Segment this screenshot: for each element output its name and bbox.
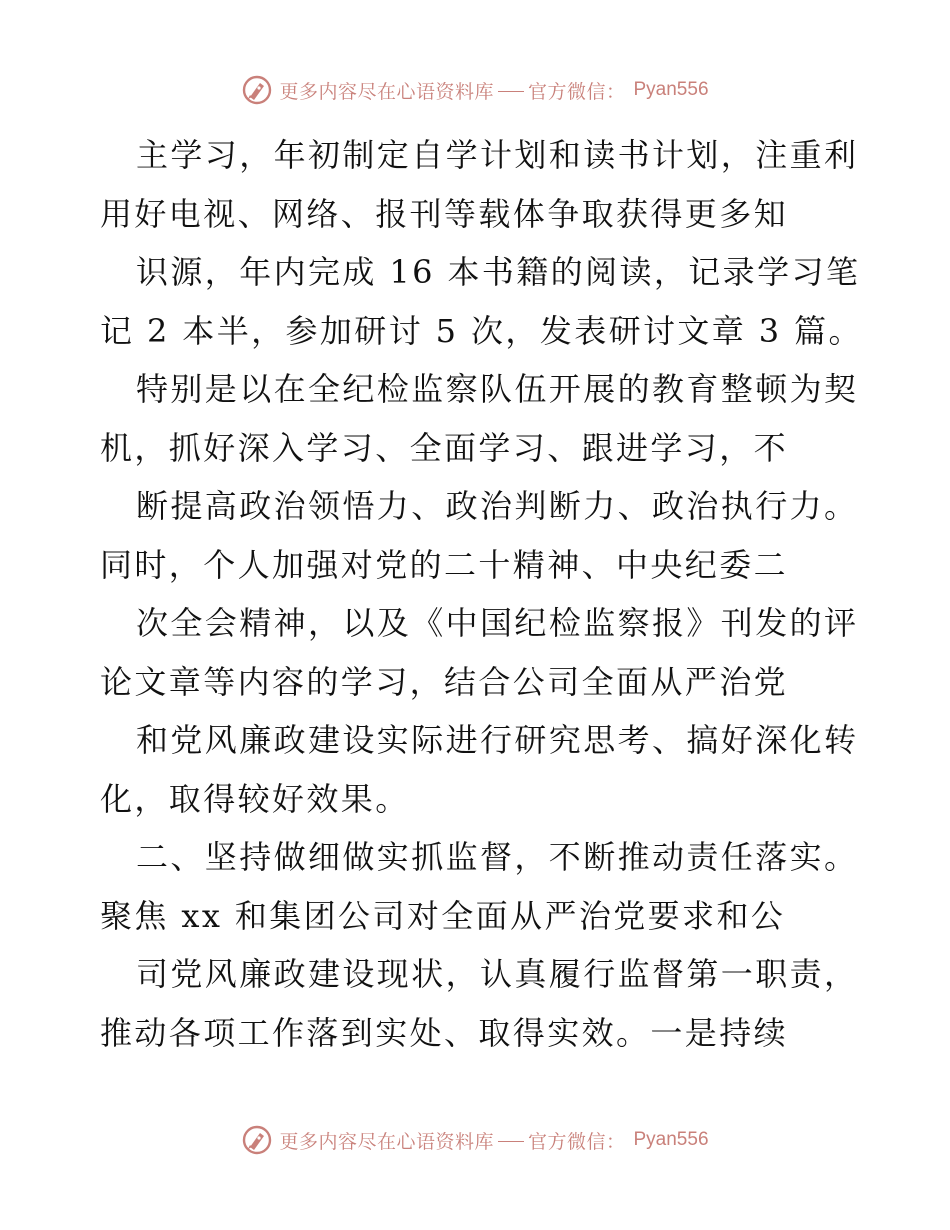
body-line-6: 机，抓好深入学习、全面学习、跟进学习，不 [100, 428, 789, 467]
body-line-16: 推动各项工作落到实处、取得实效。一是持续 [100, 1013, 789, 1052]
document-body [100, 126, 863, 1062]
footer-banner [0, 1122, 950, 1158]
pen-nib-logo-icon [241, 74, 273, 106]
footer-banner-official: 官方微信： [527, 1130, 626, 1153]
body-line-7: 断提高政治领悟力、政治判断力、政治执行力。 [136, 487, 859, 525]
body-line-14: 聚焦 xx 和集团公司对全面从严治党要求和公 [100, 896, 786, 935]
footer-banner-text [279, 1127, 625, 1154]
footer-banner-title: 更多内容尽在心语资料库 [279, 1130, 494, 1153]
header-banner-official: 官方微信： [527, 80, 626, 103]
footer-banner-dash [498, 1141, 524, 1142]
body-line-5: 特别是以在全纪检监察队伍开展的教育整顿为契 [136, 370, 859, 408]
body-line-3: 识源，年内完成 16 本书籍的阅读，记录学习笔 [136, 253, 861, 291]
header-banner-handle: Pyan556 [633, 79, 709, 100]
header-banner-text [279, 77, 625, 104]
header-banner-dash [498, 91, 524, 92]
body-line-2: 用好电视、网络、报刊等载体争取获得更多知 [100, 194, 789, 233]
body-line-8: 同时，个人加强对党的二十精神、中央纪委二 [100, 545, 789, 584]
body-line-15: 司党风廉政建设现状，认真履行监督第一职责， [136, 955, 859, 993]
body-line-1: 主学习，年初制定自学计划和读书计划，注重利 [136, 136, 859, 174]
header-banner [0, 72, 950, 108]
body-line-12: 化，取得较好效果。 [100, 779, 410, 818]
body-line-4: 记 2 本半，参加研讨 5 次，发表研讨文章 3 篇。 [100, 311, 863, 350]
body-line-13: 二、坚持做细做实抓监督，不断推动责任落实。 [136, 838, 859, 876]
header-banner-title: 更多内容尽在心语资料库 [279, 80, 494, 103]
body-line-9: 次全会精神，以及《中国纪检监察报》刊发的评 [136, 604, 859, 642]
body-line-10: 论文章等内容的学习，结合公司全面从严治党 [100, 662, 789, 701]
body-line-11: 和党风廉政建设实际进行研究思考、搞好深化转 [136, 721, 859, 759]
pen-nib-logo-icon [241, 1124, 273, 1156]
footer-banner-handle: Pyan556 [633, 1129, 709, 1150]
